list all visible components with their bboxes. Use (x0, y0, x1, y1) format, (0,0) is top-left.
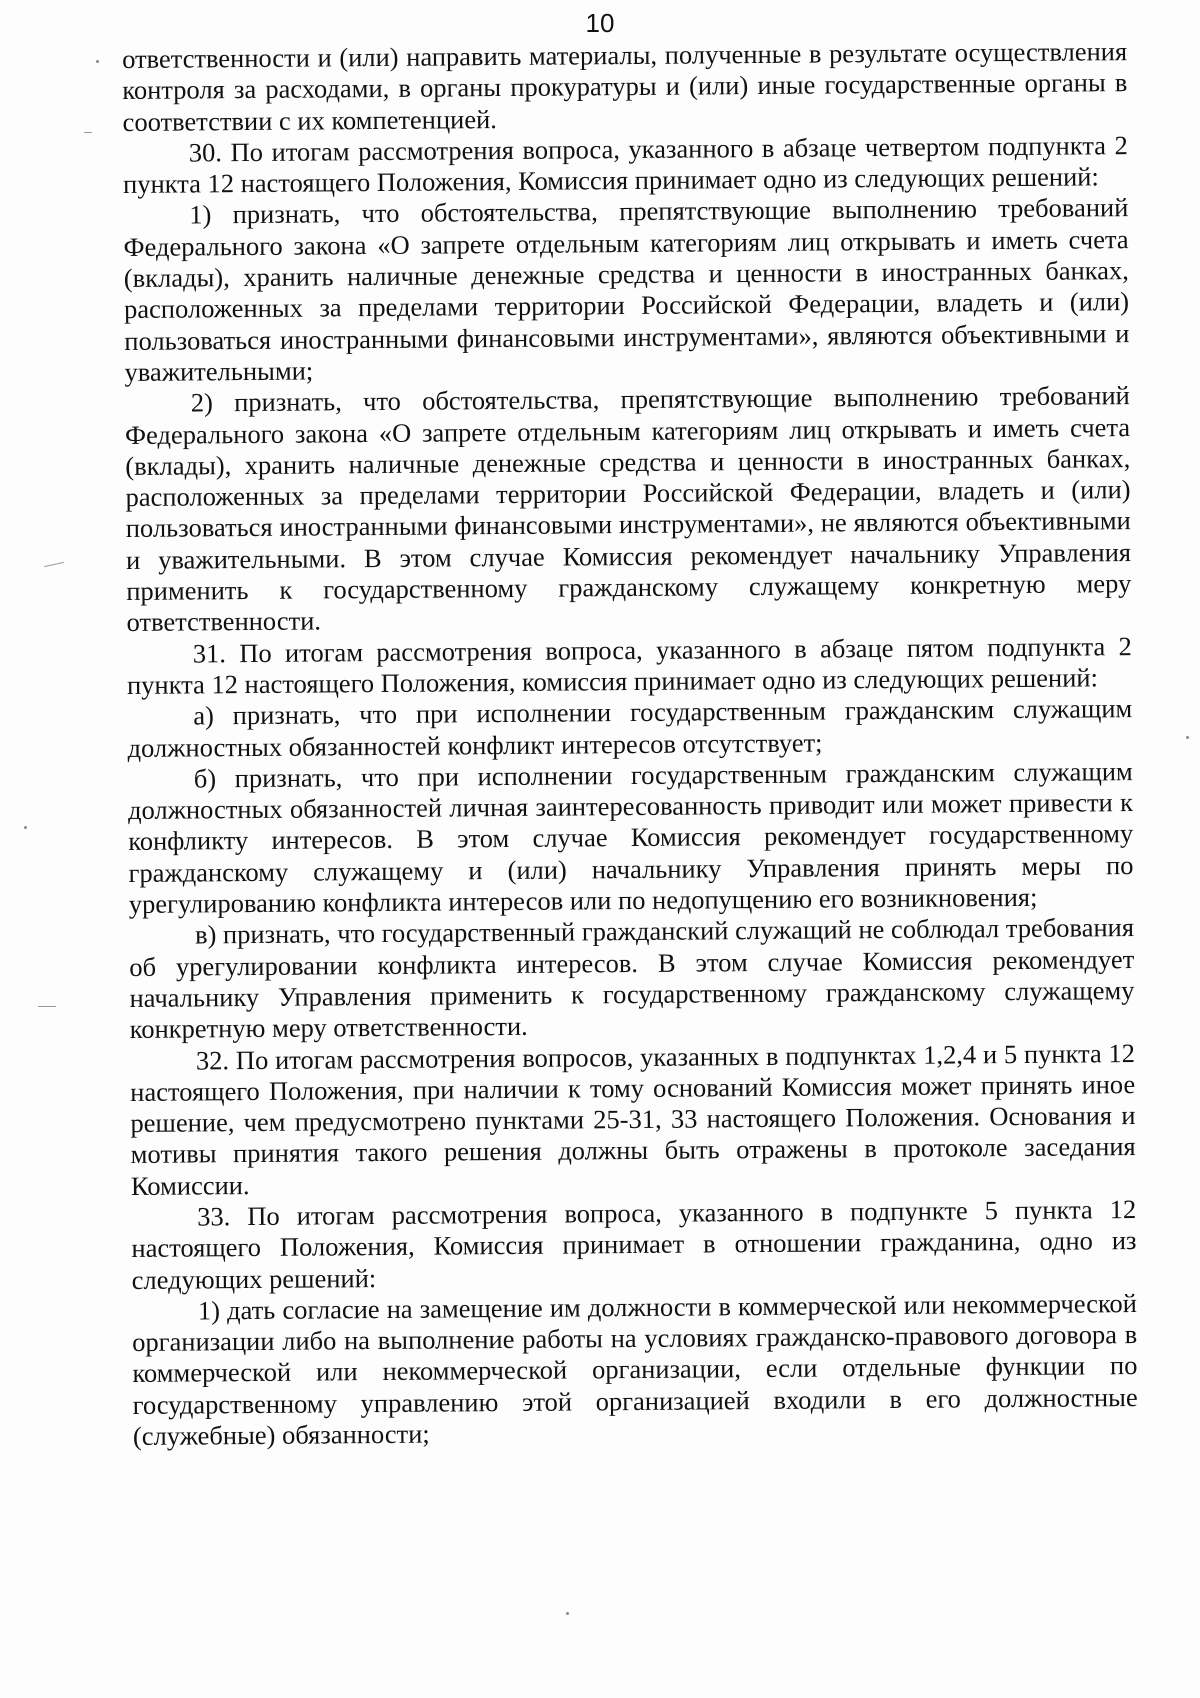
scan-speck (24, 826, 27, 829)
paragraph-item-33-1: 1) дать согласие на замещение им должности в коммерческой или некоммерческой организации либо на выполнение работы на условиях гражданско-правового договора в коммерческой или некоммерческой организации, если отдельные функции по государственному управлению этой организацией входили в его должностные (служебные) обязанности; (132, 1287, 1138, 1452)
scan-speck (38, 1006, 56, 1007)
paragraph-item-32: 32. По итогам рассмотрения вопросов, указанных в подпунктах 1,2,4 и 5 пункта 12 настоящего Положения, при наличии к тому оснований Комиссия может принять иное решение, чем предусмотрено пунктами 25-31, 33 настоящего Положения. Основания и мотивы принятия такого решения должны быть отражены в протоколе заседания Комиссии. (130, 1037, 1136, 1201)
paragraph-item-33: 33. По итогам рассмотрения вопроса, указанного в подпункте 5 пункта 12 настоящего Положения, Комиссия принимает в отношении гражданина, одно из следующих решений: (131, 1194, 1137, 1295)
paragraph-item-31-b: б) признать, что при исполнении государственным гражданским служащим должностных обязанностей личная заинтересованность приводит или может привести к конфликту интересов. В этом случае Комиссия рекомендует государственному гражданскому служащему и (или) начальнику Управления принять меры по урегулированию конфликта интересов или по недопущению его возникновения; (127, 755, 1134, 919)
page-number: 10 (585, 8, 615, 38)
scan-speck (1186, 736, 1189, 739)
paragraph-item-31-a: а) признать, что при исполнении государственным гражданским служащим должностных обязанностей конфликт интересов отсутствует; (127, 693, 1133, 763)
scan-speck (96, 60, 99, 63)
scan-speck (84, 132, 92, 133)
paragraph-item-30: 30. По итогам рассмотрения вопроса, указанного в абзаце четвертом подпункта 2 пункта 12 настоящего Положения, Комиссия принимает одно из следующих решений: (122, 129, 1128, 200)
paragraph-item-31-v: в) признать, что государственный гражданский служащий не соблюдал требования об урегулировании конфликта интересов. В этом случае Комиссия рекомендует начальнику Управления применить к государственному гражданскому служащему конкретную меру ответственности. (129, 912, 1135, 1045)
paragraph-item-30-1: 1) признать, что обстоятельства, препятствующие выполнению требований Федерального закона «О запрете отдельным категориям лиц открывать и иметь счета (вклады), хранить наличные денежные средства и ценности в иностранных банках, расположенных за пределами территории Российской Федерации, владеть и (или) пользоваться иностранными финансовыми инструментами», являются объективными и уважительными; (123, 192, 1130, 387)
scan-speck (566, 1612, 569, 1615)
scan-speck (44, 562, 64, 567)
paragraph-continuation: ответственности и (или) направить материалы, полученные в результате осуществления контроля за расходами, в органы прокуратуры и (или) иные государственные органы в соответствии с их компетенцией. (122, 36, 1128, 137)
document-body (122, 36, 1138, 1452)
paragraph-item-31: 31. По итогам рассмотрения вопроса, указанного в абзаце пятом подпункта 2 пункта 12 настоящего Положения, комиссия принимает одно из следующих решений: (126, 630, 1132, 700)
paragraph-item-30-2: 2) признать, что обстоятельства, препятствующие выполнению требований Федерального закона «О запрете отдельным категориям лиц открывать и иметь счета (вклады), хранить наличные денежные средства и ценности в иностранных банках, расположенных за пределами территории Российской Федерации, владеть и (или) пользоваться иностранными финансовыми инструментами», не являются объективными и уважительными. В этом случае Комиссия рекомендует начальнику Управления применить к государственному гражданскому служащему конкретную меру ответственности. (124, 380, 1132, 638)
